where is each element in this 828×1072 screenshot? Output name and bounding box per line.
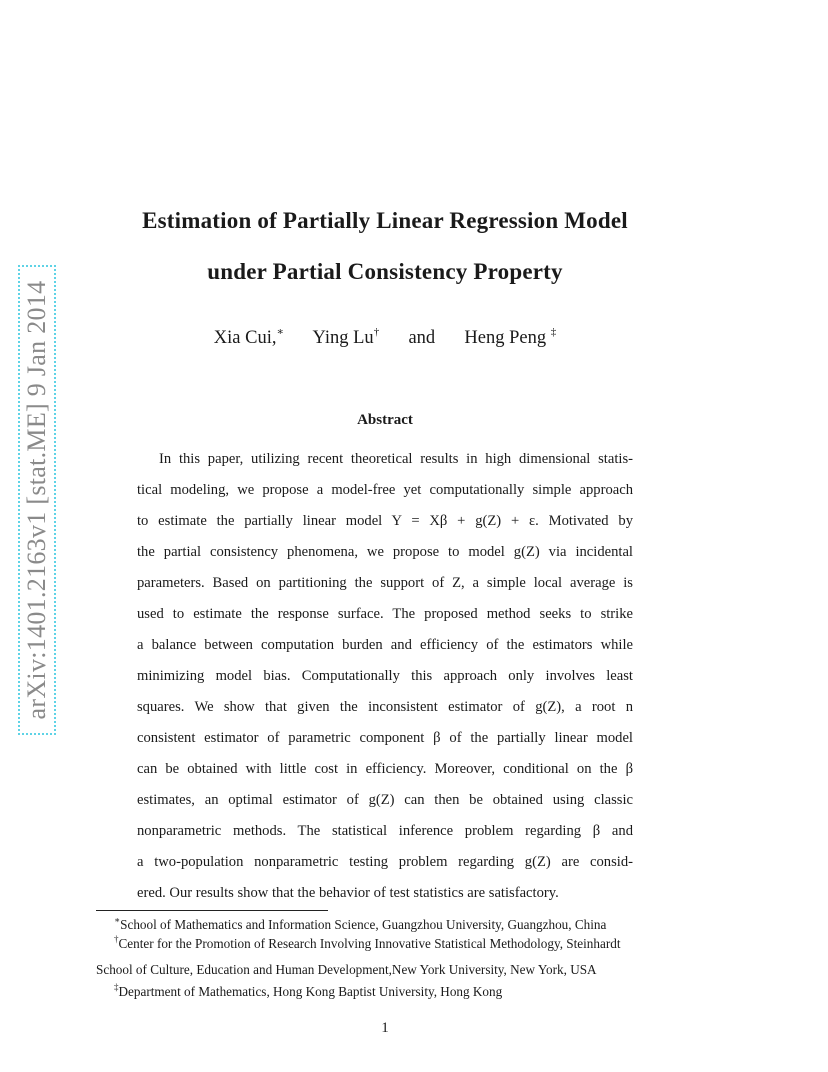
abstract-line: used to estimate the response surface. The proposed method seeks to strike [137,606,633,622]
author-name: Xia Cui, [213,328,277,348]
abstract-heading: Abstract [357,412,413,428]
abstract-line: squares. We show that given the inconsistent estimator of g(Z), a root n [137,699,633,715]
author-footnote-mark: ∗ [276,326,284,338]
author-conjunction: and [408,328,436,348]
footnote-mark: ‡ [114,982,119,992]
author-footnote-mark: † [373,326,380,338]
footnote-rule [96,910,328,911]
author-list [0,325,770,349]
paper-title-line-1: Estimation of Partially Linear Regression Model [142,208,628,233]
abstract-line: a two-population nonparametric testing problem regarding g(Z) are consid- [137,854,633,870]
arxiv-identifier: arXiv:1401.2163v1 [stat.ME] 9 Jan 2014 [22,280,51,720]
footnote-3: ‡Department of Mathematics, Hong Kong Baptist University, Hong Kong [114,982,503,999]
abstract-line: ered. Our results show that the behavior of test statistics are satisfactory. [137,885,559,901]
paper-title-line-2: under Partial Consistency Property [207,259,563,284]
footnote-mark: † [114,934,119,944]
footnote-2-continued: School of Culture, Education and Human Development,New York University, New York, USA [96,962,597,977]
abstract-line: tical modeling, we propose a model-free yet computationally simple approach [137,482,633,498]
abstract-line: estimates, an optimal estimator of g(Z) can then be obtained using classic [137,792,633,808]
page-number: 1 [381,1020,389,1036]
footnote-mark: ∗ [114,915,121,925]
footnote-1: ∗School of Mathematics and Information Science, Guangzhou University, Guangzhou, China [114,915,607,932]
footnote-2: †Center for the Promotion of Research Involving Innovative Statistical Methodology, Steinhardt [114,934,621,951]
abstract-line: parameters. Based on partitioning the support of Z, a simple local average is [137,575,633,591]
abstract-line: a balance between computation burden and efficiency of the estimators while [137,637,633,653]
abstract-line: In this paper, utilizing recent theoretical results in high dimensional statis- [159,451,633,467]
abstract-line: the partial consistency phenomena, we propose to model g(Z) via incidental [137,544,633,560]
abstract-line: to estimate the partially linear model Y = Xβ + g(Z) + ε. Motivated by [137,513,633,529]
abstract-line: minimizing model bias. Computationally this approach only involves least [137,668,633,684]
abstract-line: consistent estimator of parametric component β of the partially linear model [137,730,633,746]
author-name: Heng Peng [464,328,547,348]
abstract-line: nonparametric methods. The statistical inference problem regarding β and [137,823,633,839]
abstract-line: can be obtained with little cost in efficiency. Moreover, conditional on the β [137,761,633,777]
author-footnote-mark: ‡ [550,326,557,338]
author-name: Ying Lu [312,328,374,348]
